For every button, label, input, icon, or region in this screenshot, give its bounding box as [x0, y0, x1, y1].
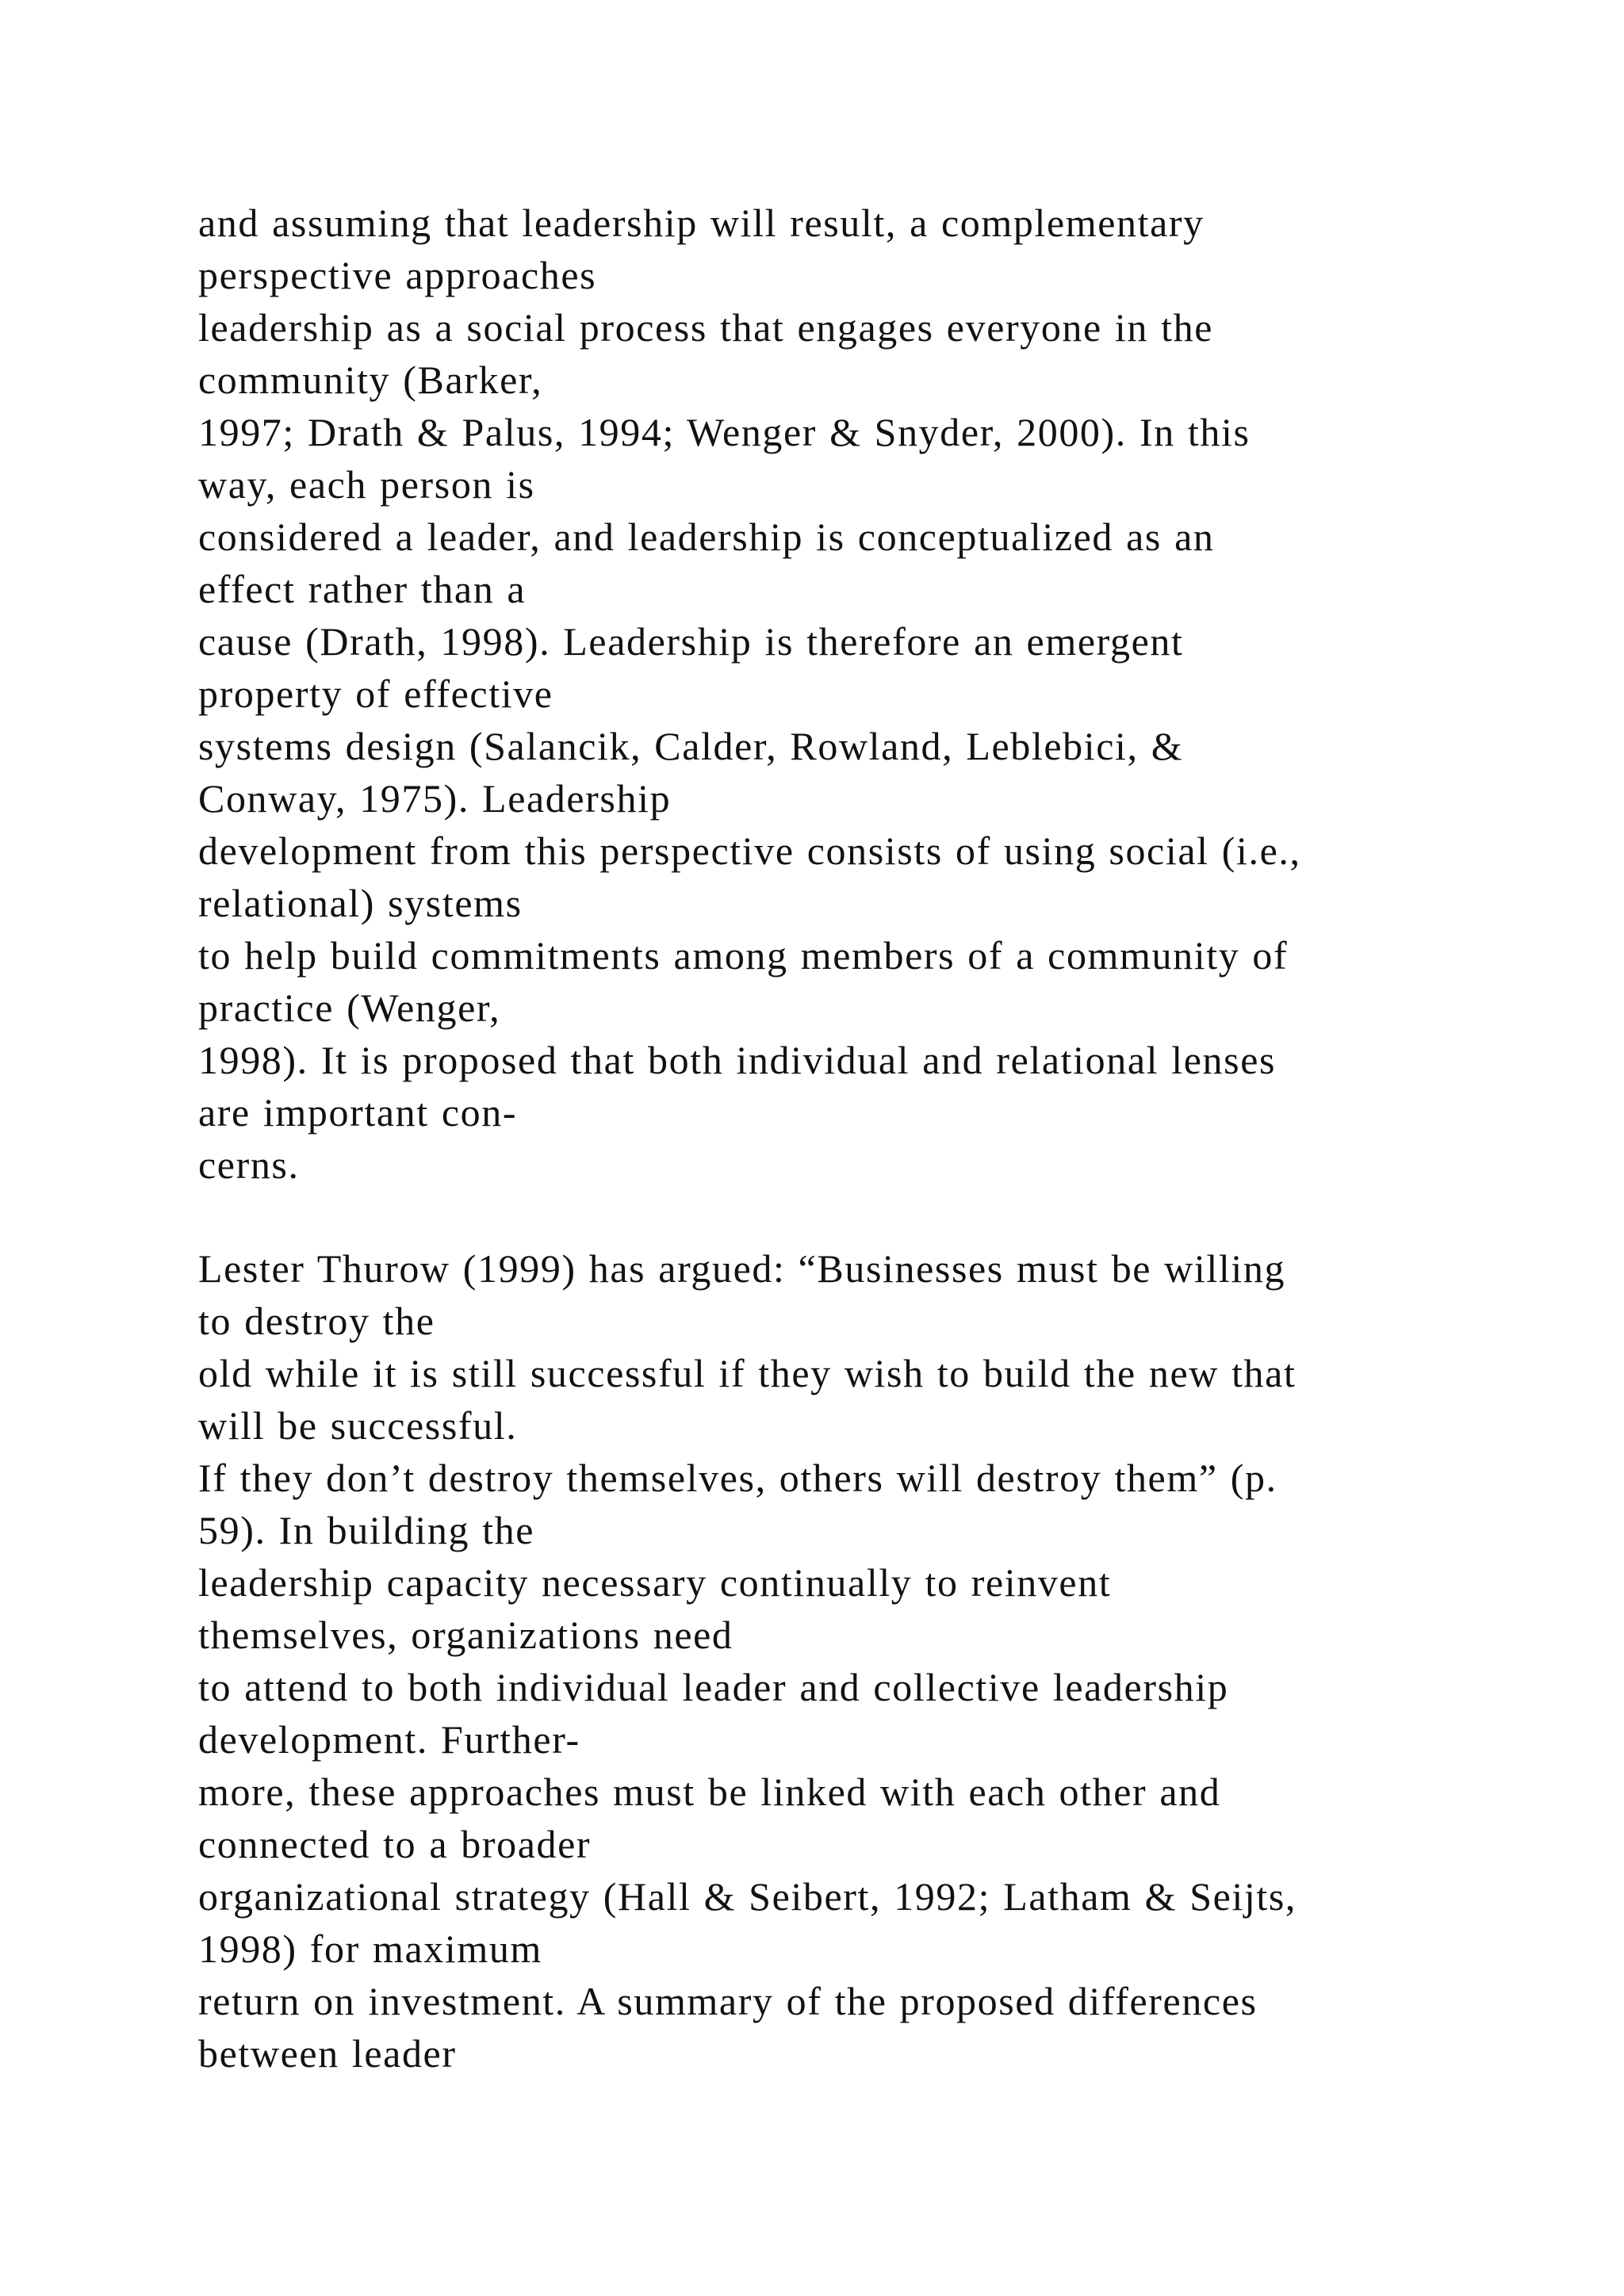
text-line: considered a leader, and leadership is conceptualized as an	[198, 515, 1215, 559]
text-line: to help build commitments among members of a community of	[198, 933, 1289, 978]
text-line: community (Barker,	[198, 358, 543, 402]
text-line: property of effective	[198, 672, 553, 716]
text-line: way, each person is	[198, 462, 535, 507]
text-line: 1997; Drath & Palus, 1994; Wenger & Snyder, 2000). In this	[198, 410, 1251, 454]
text-line: old while it is still successful if they wish to build the new that	[198, 1351, 1297, 1395]
text-line: If they don’t destroy themselves, others will destroy them” (p.	[198, 1456, 1277, 1500]
text-line: practice (Wenger,	[198, 985, 501, 1030]
text-line: to destroy the	[198, 1299, 435, 1343]
text-line: cause (Drath, 1998). Leadership is therefore an emergent	[198, 619, 1184, 664]
text-line: between leader	[198, 2031, 457, 2076]
text-line: 1998) for maximum	[198, 1927, 542, 1971]
text-line: connected to a broader	[198, 1822, 592, 1866]
text-line: effect rather than a	[198, 567, 527, 611]
text-line: Conway, 1975). Leadership	[198, 776, 672, 821]
text-line: more, these approaches must be linked with each other and	[198, 1770, 1221, 1814]
text-line: 59). In building the	[198, 1508, 535, 1552]
text-line: relational) systems	[198, 881, 523, 925]
text-line: development. Further-	[198, 1717, 580, 1762]
text-line: to attend to both individual leader and collective leadership	[198, 1665, 1229, 1709]
text-line: Lester Thurow (1999) has argued: “Businesses must be willing	[198, 1246, 1286, 1291]
text-line: return on investment. A summary of the proposed differences	[198, 1979, 1258, 2023]
text-line: development from this perspective consists of using social (i.e.,	[198, 828, 1301, 873]
text-line: leadership as a social process that engages everyone in the	[198, 305, 1214, 350]
text-line: organizational strategy (Hall & Seibert, 1992; Latham & Seijts,	[198, 1874, 1297, 1919]
text-line: 1998). It is proposed that both individual and relational lenses	[198, 1038, 1277, 1082]
text-line: will be successful.	[198, 1403, 518, 1448]
text-line: systems design (Salancik, Calder, Rowland, Leblebici, &	[198, 724, 1184, 768]
paragraph-2	[198, 1242, 1546, 2080]
text-line: cerns.	[198, 1142, 300, 1187]
paragraph-1	[198, 197, 1546, 1191]
text-line: are important con-	[198, 1090, 518, 1135]
text-line: leadership capacity necessary continually to reinvent	[198, 1560, 1112, 1605]
text-line: perspective approaches	[198, 253, 597, 297]
text-line: and assuming that leadership will result, a complementary	[198, 201, 1205, 245]
text-line: themselves, organizations need	[198, 1613, 733, 1657]
